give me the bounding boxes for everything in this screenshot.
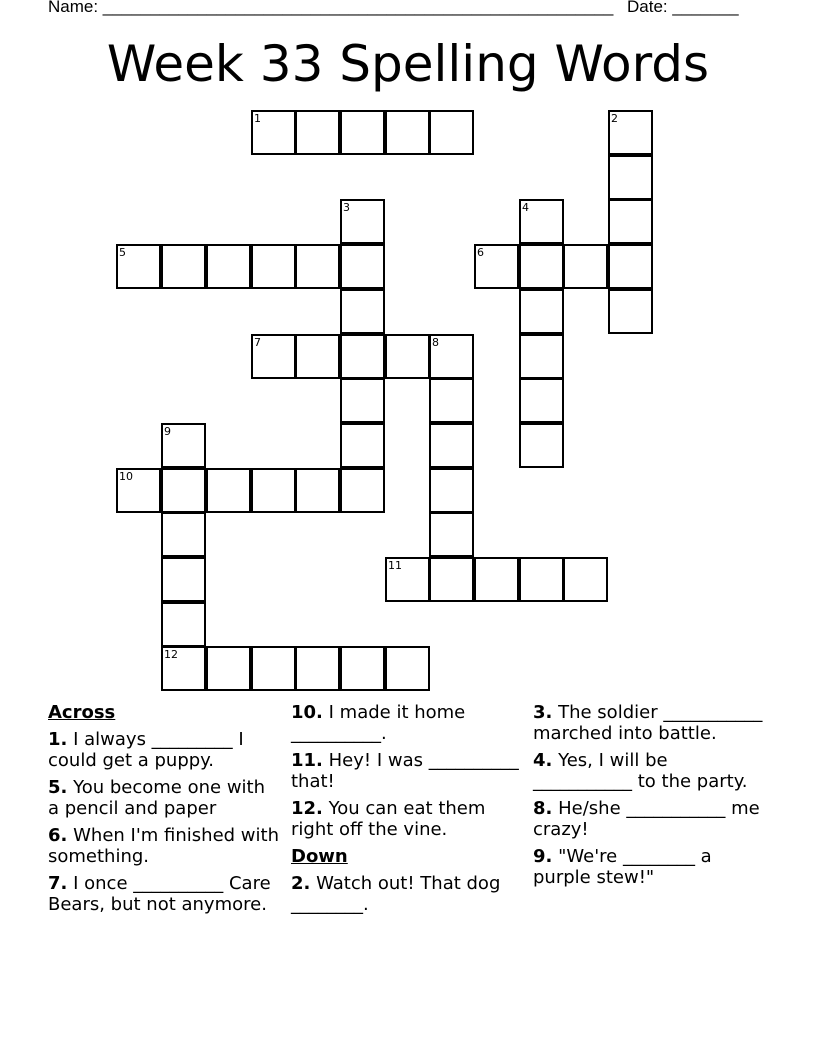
grid-cell[interactable] bbox=[161, 244, 206, 289]
grid-cell[interactable] bbox=[608, 289, 653, 334]
grid-cell[interactable] bbox=[385, 334, 430, 379]
grid-cell[interactable] bbox=[474, 244, 519, 289]
clue-text: You can eat them right off the vine. bbox=[291, 798, 486, 840]
grid-cell[interactable] bbox=[608, 199, 653, 244]
grid-cell[interactable] bbox=[340, 289, 385, 334]
cell-number: 8 bbox=[432, 336, 439, 349]
clue-down-3 bbox=[533, 702, 765, 744]
clue-down-4 bbox=[533, 750, 765, 792]
grid-cell[interactable] bbox=[116, 468, 161, 513]
clue-number: 5. bbox=[48, 777, 68, 798]
grid-cell[interactable] bbox=[161, 602, 206, 647]
clue-number: 4. bbox=[533, 750, 553, 771]
grid-cell[interactable] bbox=[340, 646, 385, 691]
grid-cell[interactable] bbox=[340, 378, 385, 423]
grid-cell[interactable] bbox=[429, 557, 474, 602]
grid-cell[interactable] bbox=[161, 646, 206, 691]
cell-number: 4 bbox=[522, 201, 529, 214]
clue-across-5 bbox=[48, 777, 280, 819]
across-heading: Across bbox=[48, 702, 116, 723]
grid-cell[interactable] bbox=[474, 557, 519, 602]
clue-text: Hey! I was __________ that! bbox=[291, 750, 519, 792]
grid-cell[interactable] bbox=[385, 557, 430, 602]
clue-text: I once __________ Care Bears, but not anymore. bbox=[48, 873, 271, 915]
grid-cell[interactable] bbox=[608, 110, 653, 155]
down-heading: Down bbox=[291, 846, 348, 867]
clue-across-11 bbox=[291, 750, 523, 792]
clue-number: 9. bbox=[533, 846, 553, 867]
grid-cell[interactable] bbox=[385, 646, 430, 691]
clue-number: 10. bbox=[291, 702, 323, 723]
grid-cell[interactable] bbox=[340, 199, 385, 244]
grid-cell[interactable] bbox=[161, 423, 206, 468]
grid-cell[interactable] bbox=[206, 646, 251, 691]
grid-cell[interactable] bbox=[340, 334, 385, 379]
grid-cell[interactable] bbox=[519, 334, 564, 379]
clue-number: 11. bbox=[291, 750, 323, 771]
grid-cell[interactable] bbox=[519, 557, 564, 602]
grid-cell[interactable] bbox=[161, 557, 206, 602]
grid-cell[interactable] bbox=[251, 244, 296, 289]
clue-down-9 bbox=[533, 846, 765, 888]
grid-cell[interactable] bbox=[340, 244, 385, 289]
page-title: Week 33 Spelling Words bbox=[106, 35, 710, 93]
clue-text: When I'm finished with something. bbox=[48, 825, 279, 867]
clue-down-2 bbox=[291, 873, 523, 915]
clue-across-1 bbox=[48, 729, 280, 771]
clue-text: Yes, I will be ___________ to the party. bbox=[533, 750, 748, 792]
clues-column-3 bbox=[533, 702, 765, 894]
clue-text: "We're ________ a purple stew!" bbox=[533, 846, 712, 888]
grid-cell[interactable] bbox=[295, 468, 340, 513]
grid-cell[interactable] bbox=[519, 199, 564, 244]
clues-column-2 bbox=[291, 702, 523, 921]
grid-cell[interactable] bbox=[295, 244, 340, 289]
clue-text: He/she ___________ me crazy! bbox=[533, 798, 760, 840]
grid-cell[interactable] bbox=[251, 334, 296, 379]
grid-cell[interactable] bbox=[251, 468, 296, 513]
grid-cell[interactable] bbox=[429, 334, 474, 379]
grid-cell[interactable] bbox=[519, 423, 564, 468]
grid-cell[interactable] bbox=[295, 646, 340, 691]
clue-number: 2. bbox=[291, 873, 311, 894]
cell-number: 7 bbox=[254, 336, 261, 349]
grid-cell[interactable] bbox=[385, 110, 430, 155]
clues-column-1 bbox=[48, 702, 280, 921]
cell-number: 9 bbox=[164, 425, 171, 438]
clue-text: I always _________ I could get a puppy. bbox=[48, 729, 244, 771]
grid-cell[interactable] bbox=[295, 110, 340, 155]
grid-cell[interactable] bbox=[519, 378, 564, 423]
cell-number: 1 bbox=[254, 112, 261, 125]
clue-across-10 bbox=[291, 702, 523, 744]
grid-cell[interactable] bbox=[251, 646, 296, 691]
clue-across-12 bbox=[291, 798, 523, 840]
clue-text: You become one with a pencil and paper bbox=[48, 777, 266, 819]
grid-cell[interactable] bbox=[563, 244, 608, 289]
grid-cell[interactable] bbox=[429, 512, 474, 557]
grid-cell[interactable] bbox=[295, 334, 340, 379]
grid-cell[interactable] bbox=[519, 289, 564, 334]
grid-cell[interactable] bbox=[206, 468, 251, 513]
grid-cell[interactable] bbox=[429, 468, 474, 513]
grid-cell[interactable] bbox=[161, 512, 206, 557]
name-field-line: Name: ______________________________________________________ bbox=[48, 0, 614, 16]
grid-cell[interactable] bbox=[608, 155, 653, 200]
clue-text: I made it home __________. bbox=[291, 702, 466, 744]
cell-number: 5 bbox=[119, 246, 126, 259]
clue-text: The soldier ___________ marched into battle. bbox=[533, 702, 763, 744]
grid-cell[interactable] bbox=[429, 110, 474, 155]
grid-cell[interactable] bbox=[429, 378, 474, 423]
clue-text: Watch out! That dog ________. bbox=[291, 873, 501, 915]
clue-number: 3. bbox=[533, 702, 553, 723]
cell-number: 11 bbox=[388, 559, 402, 572]
grid-cell[interactable] bbox=[340, 423, 385, 468]
grid-cell[interactable] bbox=[116, 244, 161, 289]
grid-cell[interactable] bbox=[608, 244, 653, 289]
cell-number: 12 bbox=[164, 648, 178, 661]
grid-cell[interactable] bbox=[340, 468, 385, 513]
date-field-line: Date: _______ bbox=[627, 0, 739, 16]
clue-number: 1. bbox=[48, 729, 68, 750]
grid-cell[interactable] bbox=[161, 468, 206, 513]
cell-number: 10 bbox=[119, 470, 133, 483]
clue-across-7 bbox=[48, 873, 280, 915]
grid-cell[interactable] bbox=[340, 110, 385, 155]
grid-cell[interactable] bbox=[563, 557, 608, 602]
cell-number: 6 bbox=[477, 246, 484, 259]
grid-cell[interactable] bbox=[251, 110, 296, 155]
cell-number: 3 bbox=[343, 201, 350, 214]
grid-cell[interactable] bbox=[206, 244, 251, 289]
grid-cell[interactable] bbox=[429, 423, 474, 468]
cell-number: 2 bbox=[611, 112, 618, 125]
clue-down-8 bbox=[533, 798, 765, 840]
clue-across-6 bbox=[48, 825, 280, 867]
grid-cell[interactable] bbox=[519, 244, 564, 289]
clue-number: 7. bbox=[48, 873, 68, 894]
clue-number: 6. bbox=[48, 825, 68, 846]
clue-number: 12. bbox=[291, 798, 323, 819]
clue-number: 8. bbox=[533, 798, 553, 819]
